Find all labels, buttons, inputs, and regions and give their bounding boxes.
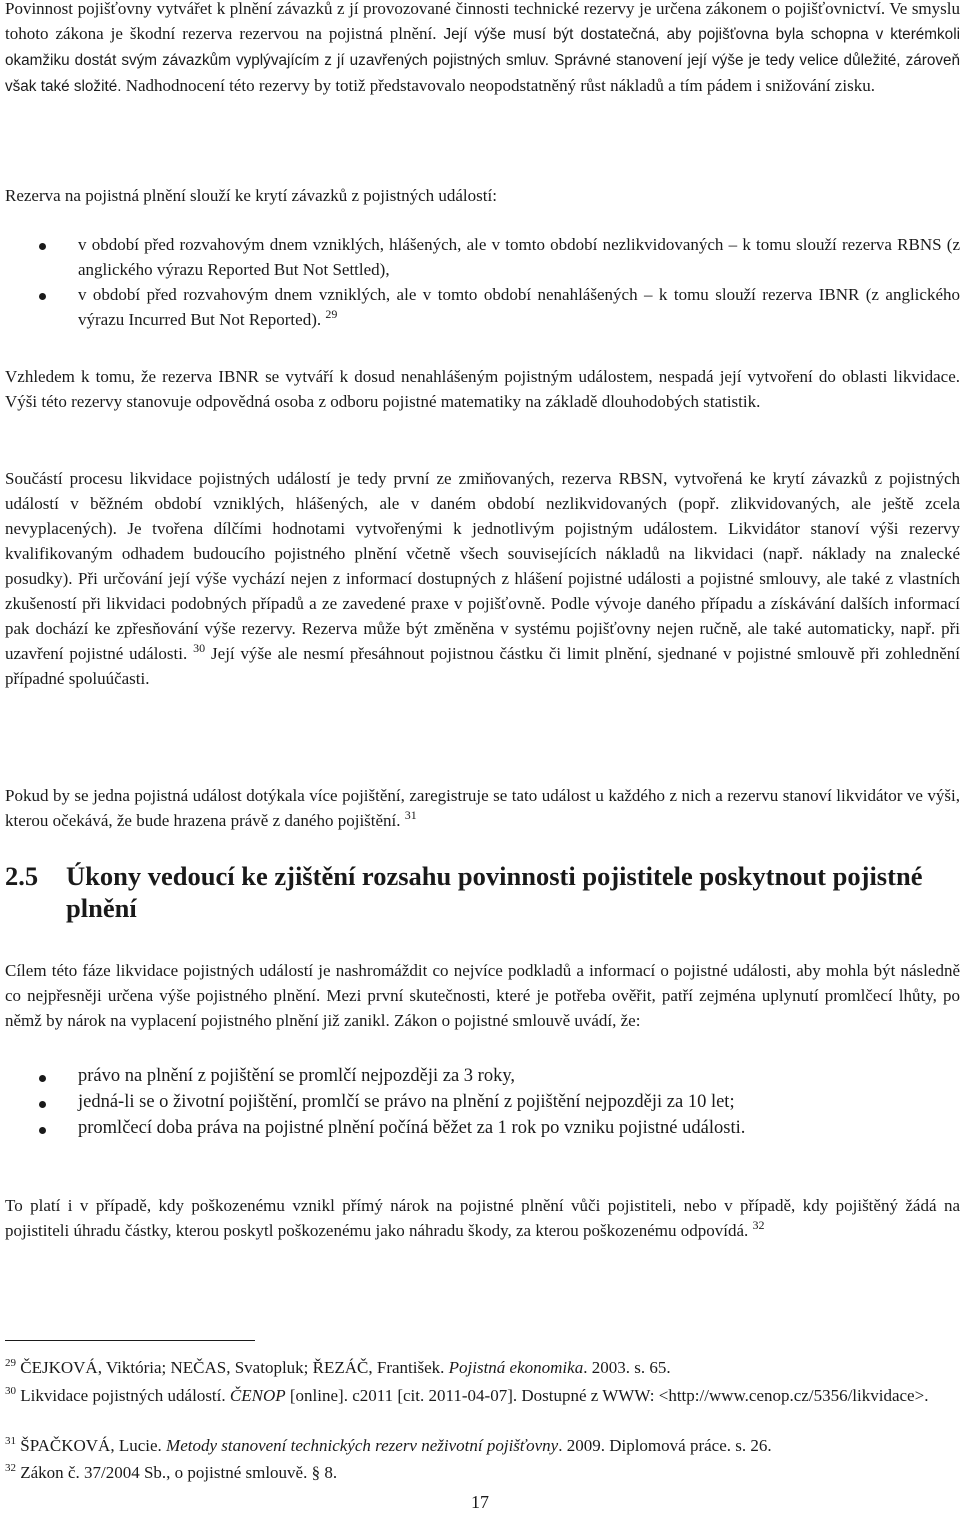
footnote-ref-31[interactable]: 31 bbox=[404, 808, 417, 822]
footnote-separator bbox=[5, 1340, 255, 1341]
paragraph-reserves-intro: Povinnost pojišťovny vytvářet k plnění závazků z jí provozované činnosti technické rezervy je určena zákonem o pojišťovnictví. Ve smyslu tohoto zákona je škodní rezerva rezervou na pojistná plnění. Její výše musí být dostatečná, aby pojišťovna byla schopna v kterémkoli okamžiku dostát svým závazkům vyplývajícím z jí uzavřených pojistných smluv. Správné stanovení její výše je tedy velice důležité, zároveň však také složité. Nadhodnocení této rezervy by totiž představovalo neopodstatněný růst nákladů a tím pádem i snižování zisku. bbox=[5, 0, 960, 95]
section-number: 2.5 bbox=[5, 861, 39, 891]
paragraph-multiple-insurance: Pokud by se jedna pojistná událost dotýkala více pojištění, zaregistruje se tato událost u každého z nich a rezervu stanoví likvidátor ve výši, kterou očekává, že bude hrazena právě z daného pojištění. $^{31}$ bbox=[5, 786, 960, 830]
footnote-30: $^{30}$ Likvidace pojistných událostí. ČENOP [online]. c2011 [cit. 2011-04-07]. Dostupné z WWW: <http://www.cenop.cz/5356/likvidace>. bbox=[5, 1385, 929, 1405]
footnote-32: $^{32}$ Zákon č. 37/2004 Sb., o pojistné smlouvě. § 8. bbox=[5, 1462, 338, 1482]
list-item: jedná-li se o životní pojištění, promlčí se právo na plnění z pojištění nejpozději za 10 let; bbox=[5, 1090, 960, 1116]
footnote-31: $^{31}$ ŠPAČKOVÁ, Lucie. Metody stanovení technických rezerv neživotní pojišťovny. 2009. Diplomová práce. s. 26. bbox=[5, 1435, 772, 1455]
list-item: promlčecí doba práva na pojistné plnění počíná běžet za 1 rok po vzniku pojistné události. bbox=[5, 1116, 960, 1142]
paragraph-ibnr: Vzhledem k tomu, že rezerva IBNR se vytváří k dosud nenahlášeným pojistným událostem, nespadá její vytvoření do oblasti likvidace. Výši této rezervy stanovuje odpovědná osoba z odboru pojistné matematiky na základě dlouhodobých statistik. bbox=[5, 367, 960, 411]
bullet-icon bbox=[39, 1075, 46, 1082]
list-item: právo na plnění z pojištění se promlčí nejpozději za 3 roky, bbox=[5, 1064, 960, 1090]
bullet-list-limitation bbox=[5, 1064, 960, 1141]
footnote-ref-30[interactable]: 30 bbox=[193, 641, 206, 655]
bullet-icon bbox=[39, 243, 46, 250]
paragraph-direct-claim: To platí i v případě, kdy poškozenému vznikl přímý nárok na pojistné plnění vůči pojistiteli, nebo v případě, kdy pojištěný žádá na pojistiteli úhradu částky, kterou poskytl poškozenému jako náhradu škody, za kterou poškozenému odpovídá. $^{32}$ bbox=[5, 1196, 960, 1240]
bullet-icon bbox=[39, 1127, 46, 1134]
list-item: v období před rozvahovým dnem vzniklých, hlášených, ale v tomto období nezlikvidovaných – k tomu slouží rezerva RBNS (z anglického výrazu Reported But Not Settled), bbox=[5, 232, 960, 282]
footnote-ref-29[interactable]: 29 bbox=[325, 307, 338, 321]
bullet-list-reserves bbox=[5, 232, 960, 332]
bullet-icon bbox=[39, 1101, 46, 1108]
list-item: v období před rozvahovým dnem vzniklých, ale v tomto období nenahlášených – k tomu slouží rezerva IBNR (z anglického výrazu Incurred But Not Reported). $^{29}$ bbox=[5, 282, 960, 332]
paragraph-rbsn: Součástí procesu likvidace pojistných událostí je tedy první ze zmiňovaných, rezerva RBSN, vytvořená ke krytí závazků z pojistných událostí v běžném období vzniklých, hlášených, ale v daném období nezlikvidovaných (popř. zlikvidovaných, ale ještě zcela nevyplacených). Je tvořena dílčími hodnotami vytvořenými k jednotlivým pojistným událostem. Likvidátor stanoví výši rezervy kvalifikovaným odhadem budoucího pojistného plnění včetně všech souvisejících nákladů na likvidaci (např. náklady na znalecké posudky). Při určování její výše vychází nejen z informací dostupných z hlášení pojistné události a pojistné smlouvy, ale také z vlastních zkušeností při likvidaci podobných případů a ze zavedené praxe v pojišťovně. Podle vývoje daného případu a získávání dalších informací pak dochází ke zpřesňování výše rezervy. Rezerva může být změněna v systému pojišťovny nejen ručně, ale také automaticky, např. při uzavření pojistné události. $^{30}$ Její výše ale nesmí přesáhnout pojistnou částku či limit plnění, sjednané v pojistné smlouvě při zohlednění případné spoluúčasti. bbox=[5, 469, 960, 688]
bullet-icon bbox=[39, 293, 46, 300]
footnote-ref-32[interactable]: 32 bbox=[752, 1218, 765, 1232]
section-title: Úkony vedoucí ke zjištění rozsahu povinnosti pojistitele poskytnout pojistné plnění bbox=[66, 861, 923, 923]
page-number: 17 bbox=[471, 1492, 489, 1512]
paragraph-reserve-purpose: Rezerva na pojistná plnění slouží ke krytí závazků z pojistných událostí: bbox=[5, 186, 497, 205]
paragraph-phase-goal: Cílem této fáze likvidace pojistných událostí je nashromáždit co nejvíce podkladů a informací o pojistné události, aby mohla být následně co nejpřesněji určena výše pojistného plnění. Mezi první skutečnosti, které je potřeba ověřit, patří zejména uplynutí promlčecí lhůty, po němž by nárok na vyplacení pojistného plnění již zanikl. Zákon o pojistné smlouvě uvádí, že: bbox=[5, 961, 960, 1030]
footnote-29: $^{29}$ ČEJKOVÁ, Viktória; NEČAS, Svatopluk; ŘEZÁČ, František. Pojistná ekonomika. 2003. s. 65. bbox=[5, 1357, 671, 1377]
section-heading bbox=[5, 860, 960, 924]
